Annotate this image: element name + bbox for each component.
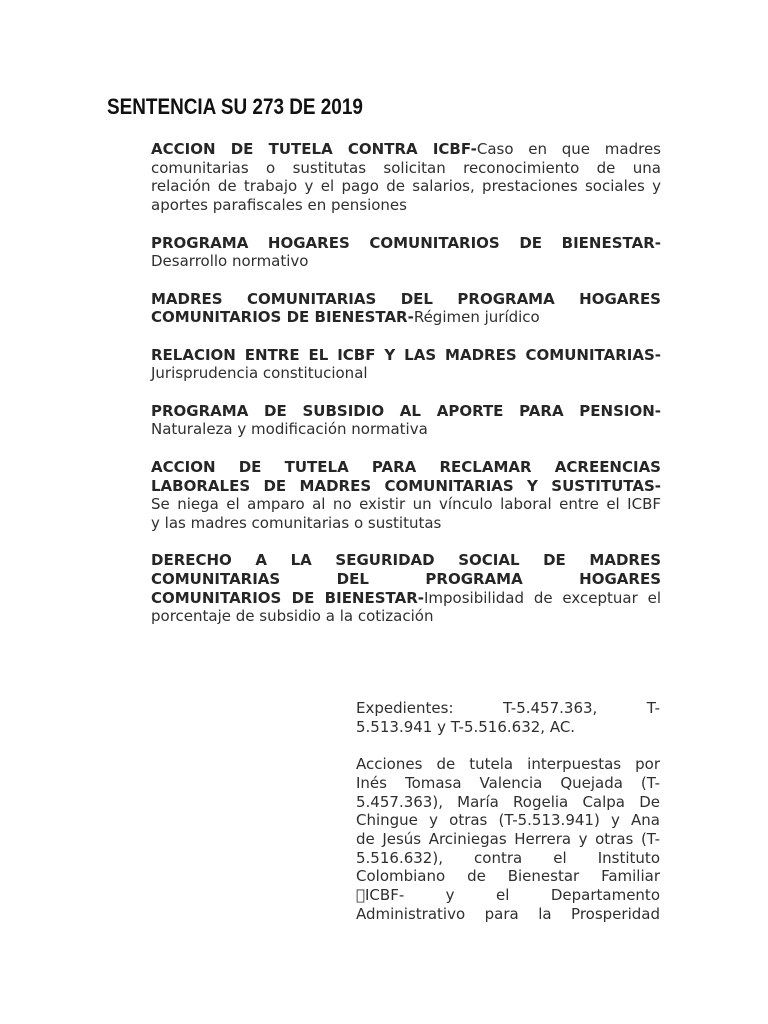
heading-text: RELACION ENTRE EL ICBF Y LAS MADRES COMUNITARIAS- <box>151 345 661 364</box>
summary-section <box>151 290 661 327</box>
heading-text: ACCION DE TUTELA PARA RECLAMAR ACREENCIAS <box>151 457 661 476</box>
heading-text: MADRES COMUNITARIAS DEL PROGRAMA HOGARES <box>151 289 661 308</box>
acciones-line: Administrativo para la Prosperidad <box>356 904 660 923</box>
body-text: Se niega el amparo al no existir un vínculo laboral entre el ICBF <box>151 495 661 514</box>
section-line <box>151 551 661 570</box>
section-line <box>151 234 661 253</box>
body-text: Jurisprudencia constitucional <box>151 364 368 383</box>
section-line <box>151 252 661 271</box>
section-line <box>151 420 661 439</box>
section-line <box>151 290 661 309</box>
acciones-paragraph <box>356 755 660 923</box>
heading-text: COMUNITARIOS DE BIENESTAR- <box>151 588 424 607</box>
heading-text: COMUNITARIAS DEL PROGRAMA HOGARES <box>151 570 661 589</box>
body-text: Desarrollo normativo <box>151 252 309 271</box>
section-line <box>151 589 661 608</box>
body-text: Caso en que madres <box>476 140 661 158</box>
section-line <box>151 140 661 159</box>
expedientes-paragraph <box>356 699 660 736</box>
section-line <box>151 346 661 365</box>
heading-text: COMUNITARIOS DE BIENESTAR- <box>151 308 414 327</box>
section-line <box>151 364 661 383</box>
section-line <box>151 196 661 215</box>
summary-section <box>151 551 661 626</box>
summary-sections <box>151 140 661 645</box>
section-line <box>151 308 661 327</box>
summary-section <box>151 402 661 439</box>
body-text: y las madres comunitarias o sustitutas <box>151 513 442 532</box>
body-text: aportes parafiscales en pensiones <box>151 196 407 215</box>
acciones-line: de Jesús Arciniegas Herrera y otras (T- <box>356 829 660 848</box>
section-line <box>151 607 661 626</box>
summary-section <box>151 140 661 215</box>
summary-section <box>151 458 661 533</box>
summary-section <box>151 346 661 383</box>
body-text: Imposibilidad de exceptuar el <box>424 588 662 607</box>
case-info <box>356 699 660 942</box>
body-text: porcentaje de subsidio a la cotización <box>151 607 434 626</box>
section-line <box>151 159 661 178</box>
section-line <box>151 570 661 589</box>
expedientes-line: Expedientes: T-5.457.363, T- <box>356 699 660 717</box>
acciones-line: Colombiano de Bienestar Familiar <box>356 867 660 886</box>
section-line <box>151 514 661 533</box>
acciones-line: Chingue y otras (T-5.513.941) y Ana <box>356 811 660 830</box>
body-text: Naturaleza y modificación normativa <box>151 420 428 439</box>
heading-text: LABORALES DE MADRES COMUNITARIAS Y SUSTITUTAS- <box>151 476 661 495</box>
document-title: SENTENCIA SU 273 DE 2019 <box>107 94 363 119</box>
heading-text: PROGRAMA HOGARES COMUNITARIOS DE BIENESTAR- <box>151 233 661 252</box>
acciones-line: 5.516.632), contra el Instituto <box>356 848 660 867</box>
expedientes-line: 5.513.941 y T-5.516.632, AC. <box>356 717 576 736</box>
section-line <box>151 495 661 514</box>
acciones-line: Inés Tomasa Valencia Quejada (T- <box>356 773 660 792</box>
summary-section <box>151 234 661 271</box>
body-text: comunitarias o sustitutas solicitan reconocimiento de una <box>151 158 661 177</box>
heading-text: ACCION DE TUTELA CONTRA ICBF- <box>151 140 477 158</box>
acciones-line: ICBF- y el Departamento <box>356 886 660 905</box>
section-line <box>151 458 661 477</box>
section-line <box>151 177 661 196</box>
section-line <box>151 477 661 496</box>
body-text: relación de trabajo y el pago de salarios, prestaciones sociales y <box>151 177 661 196</box>
section-line <box>151 402 661 421</box>
acciones-line: 5.457.363), María Rogelia Calpa De <box>356 792 660 811</box>
heading-text: DERECHO A LA SEGURIDAD SOCIAL DE MADRES <box>151 551 661 570</box>
acciones-line: Acciones de tutela interpuestas por <box>356 755 660 774</box>
body-text: Régimen jurídico <box>413 308 540 327</box>
heading-text: PROGRAMA DE SUBSIDIO AL APORTE PARA PENSION- <box>151 401 661 420</box>
